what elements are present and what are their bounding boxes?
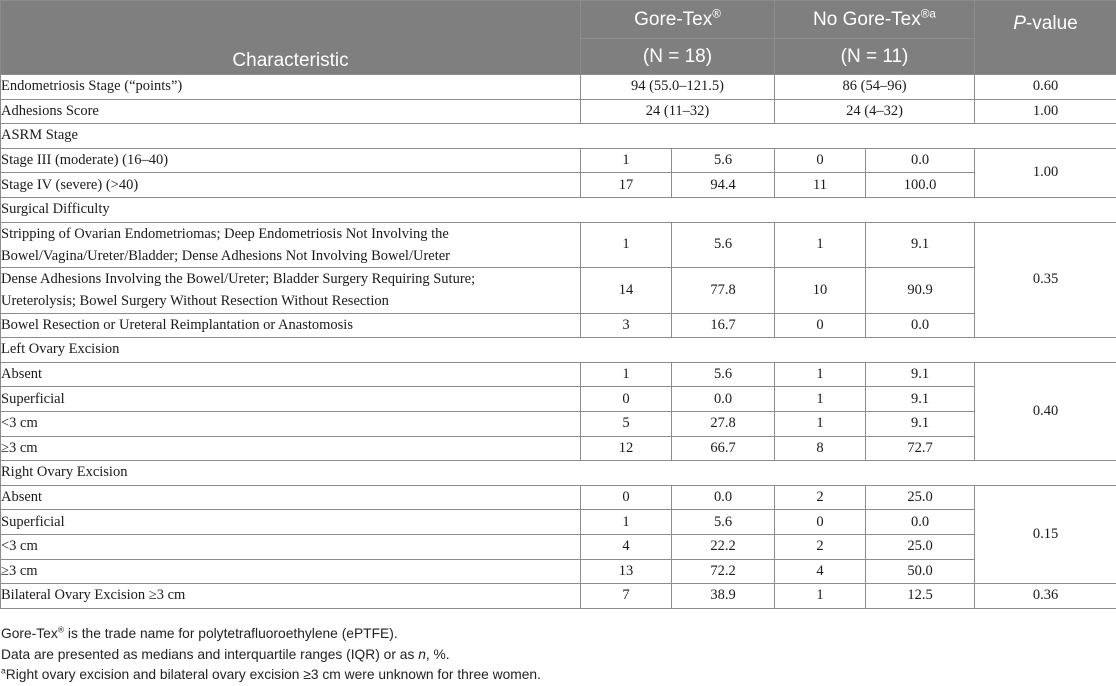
row-label: Adhesions Score xyxy=(1,99,581,124)
header-no-gore-tex: No Gore-Tex$^{®a}$ xyxy=(775,1,975,39)
gore-percent: 72.2 xyxy=(672,559,775,584)
gore-count: 12 xyxy=(581,436,672,461)
gore-percent: 38.9 xyxy=(672,584,775,609)
no-gore-count: 0 xyxy=(775,510,866,535)
no-gore-percent: 9.1 xyxy=(866,411,975,436)
gore-count: 3 xyxy=(581,313,672,338)
row-label: Endometriosis Stage (“points”) xyxy=(1,75,581,100)
row-label: Superficial xyxy=(1,387,581,412)
row-label: Bowel Resection or Ureteral Reimplantation or Anastomosis xyxy=(1,313,581,338)
p-value: 1.00 xyxy=(975,148,1116,197)
table-row xyxy=(1,362,1116,387)
table-row xyxy=(1,387,1116,412)
no-gore-percent: 100.0 xyxy=(866,173,975,198)
row-label xyxy=(1,222,581,268)
no-gore-percent: 9.1 xyxy=(866,387,975,412)
no-gore-count: 1 xyxy=(775,362,866,387)
gore-percent: 0.0 xyxy=(672,387,775,412)
gore-count: 0 xyxy=(581,387,672,412)
row-label-line: Ureterolysis; Bowel Surgery Without Resection Without Resection xyxy=(1,290,580,312)
section-label: ASRM Stage xyxy=(1,124,1116,149)
no-gore-percent: 25.0 xyxy=(866,485,975,510)
section-row xyxy=(1,461,1116,486)
footnote-trade-name: Gore-Tex® is the trade name for polytetrafluoroethylene (ePTFE). xyxy=(1,624,541,645)
row-label-line: Dense Adhesions Involving the Bowel/Ureter; Bladder Surgery Requiring Suture; xyxy=(1,268,580,290)
gore-count: 5 xyxy=(581,411,672,436)
p-value: 0.35 xyxy=(975,222,1116,338)
footnote-unknown: $^a$Right ovary excision and bilateral ovary excision ≥3 cm were unknown for three women. xyxy=(1,665,541,686)
table-row xyxy=(1,148,1116,173)
table-row xyxy=(1,559,1116,584)
no-gore-percent: 25.0 xyxy=(866,534,975,559)
row-label: Bilateral Ovary Excision ≥3 cm xyxy=(1,584,581,609)
gore-count: 7 xyxy=(581,584,672,609)
no-gore-count: 11 xyxy=(775,173,866,198)
table-row xyxy=(1,99,1116,124)
row-label-line: Stripping of Ovarian Endometriomas; Deep Endometriosis Not Involving the xyxy=(1,223,580,245)
row-label: Absent xyxy=(1,362,581,387)
gore-count: 14 xyxy=(581,268,672,314)
table-row xyxy=(1,411,1116,436)
table-footnotes xyxy=(1,624,541,686)
gore-count: 13 xyxy=(581,559,672,584)
section-label: Left Ovary Excision xyxy=(1,338,1116,363)
no-gore-percent: 0.0 xyxy=(866,313,975,338)
section-row xyxy=(1,338,1116,363)
header-gore-tex: Gore-Tex® xyxy=(581,1,775,39)
no-gore-count: 10 xyxy=(775,268,866,314)
gore-percent: 77.8 xyxy=(672,268,775,314)
table-row xyxy=(1,173,1116,198)
section-label: Right Ovary Excision xyxy=(1,461,1116,486)
table-row xyxy=(1,313,1116,338)
no-gore-percent: 12.5 xyxy=(866,584,975,609)
no-gore-value: 86 (54–96) xyxy=(775,75,975,100)
header-characteristic: Characteristic xyxy=(1,1,581,75)
no-gore-count: 1 xyxy=(775,222,866,268)
p-value: 0.15 xyxy=(975,485,1116,583)
gore-count: 1 xyxy=(581,362,672,387)
row-label: <3 cm xyxy=(1,411,581,436)
no-gore-count: 1 xyxy=(775,584,866,609)
p-value: 0.36 xyxy=(975,584,1116,609)
gore-value: 94 (55.0–121.5) xyxy=(581,75,775,100)
no-gore-value: 24 (4–32) xyxy=(775,99,975,124)
row-label-line: Bowel/Vagina/Ureter/Bladder; Dense Adhesions Not Involving Bowel/Ureter xyxy=(1,245,580,267)
header-gore-n: (N = 18) xyxy=(581,39,775,75)
gore-percent: 27.8 xyxy=(672,411,775,436)
no-gore-count: 1 xyxy=(775,387,866,412)
gore-count: 1 xyxy=(581,148,672,173)
gore-percent: 5.6 xyxy=(672,510,775,535)
p-value: 1.00 xyxy=(975,99,1116,124)
no-gore-percent: 50.0 xyxy=(866,559,975,584)
no-gore-count: 8 xyxy=(775,436,866,461)
no-gore-count: 1 xyxy=(775,411,866,436)
no-gore-count: 2 xyxy=(775,534,866,559)
row-label: Superficial xyxy=(1,510,581,535)
row-label: Absent xyxy=(1,485,581,510)
header-no-gore-n: (N = 11) xyxy=(775,39,975,75)
header-p-value: P-value xyxy=(975,1,1116,75)
gore-count: 4 xyxy=(581,534,672,559)
gore-percent: 5.6 xyxy=(672,148,775,173)
gore-percent: 0.0 xyxy=(672,485,775,510)
no-gore-percent: 0.0 xyxy=(866,510,975,535)
no-gore-percent: 72.7 xyxy=(866,436,975,461)
gore-count: 1 xyxy=(581,510,672,535)
section-row xyxy=(1,124,1116,149)
gore-count: 0 xyxy=(581,485,672,510)
gore-value: 24 (11–32) xyxy=(581,99,775,124)
no-gore-count: 4 xyxy=(775,559,866,584)
gore-count: 17 xyxy=(581,173,672,198)
no-gore-percent: 9.1 xyxy=(866,362,975,387)
gore-percent: 16.7 xyxy=(672,313,775,338)
footnote-data-format: Data are presented as medians and interquartile ranges (IQR) or as n, %. xyxy=(1,645,541,666)
table-row xyxy=(1,510,1116,535)
row-label: Stage III (moderate) (16–40) xyxy=(1,148,581,173)
gore-percent: 5.6 xyxy=(672,222,775,268)
section-row xyxy=(1,197,1116,222)
no-gore-count: 0 xyxy=(775,313,866,338)
no-gore-count: 2 xyxy=(775,485,866,510)
table-row xyxy=(1,485,1116,510)
p-value: 0.40 xyxy=(975,362,1116,460)
table-row xyxy=(1,222,1116,268)
table-row xyxy=(1,584,1116,609)
table-row xyxy=(1,268,1116,314)
no-gore-count: 0 xyxy=(775,148,866,173)
section-label: Surgical Difficulty xyxy=(1,197,1116,222)
table-row xyxy=(1,75,1116,100)
table-row xyxy=(1,436,1116,461)
gore-percent: 66.7 xyxy=(672,436,775,461)
gore-percent: 5.6 xyxy=(672,362,775,387)
gore-percent: 22.2 xyxy=(672,534,775,559)
row-label: <3 cm xyxy=(1,534,581,559)
gore-count: 1 xyxy=(581,222,672,268)
row-label: Stage IV (severe) (>40) xyxy=(1,173,581,198)
no-gore-percent: 0.0 xyxy=(866,148,975,173)
table-row xyxy=(1,534,1116,559)
no-gore-percent: 90.9 xyxy=(866,268,975,314)
gore-percent: 94.4 xyxy=(672,173,775,198)
row-label xyxy=(1,268,581,314)
row-label: ≥3 cm xyxy=(1,559,581,584)
p-value: 0.60 xyxy=(975,75,1116,100)
no-gore-percent: 9.1 xyxy=(866,222,975,268)
row-label: ≥3 cm xyxy=(1,436,581,461)
